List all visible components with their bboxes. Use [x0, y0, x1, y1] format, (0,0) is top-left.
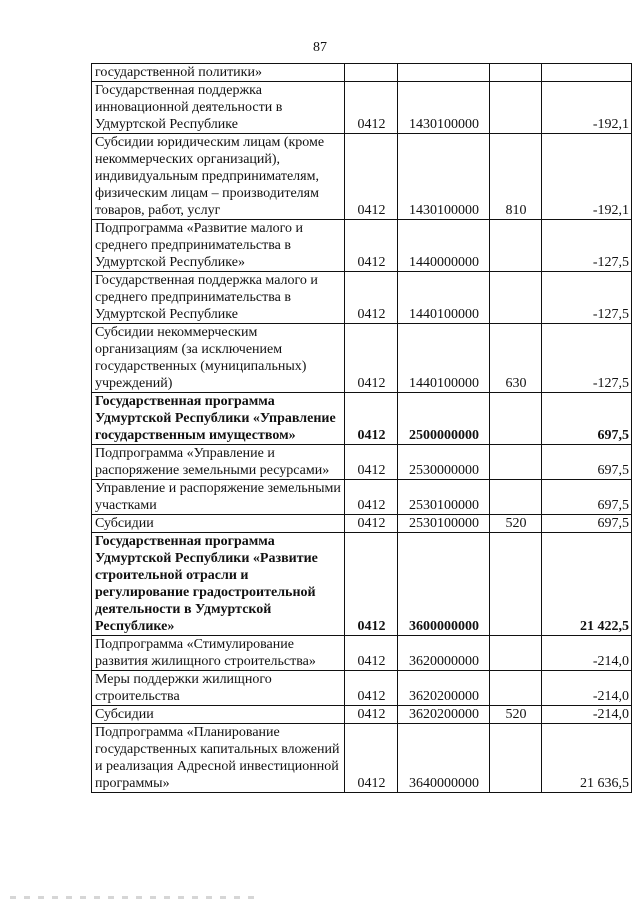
amount-cell: 697,5	[542, 515, 632, 533]
expense-type-cell	[490, 445, 542, 480]
table-row	[92, 324, 632, 393]
target-article-cell: 1440100000	[398, 272, 490, 324]
table-row	[92, 706, 632, 724]
section-code-cell	[345, 64, 398, 82]
section-code-cell: 0412	[345, 480, 398, 515]
expense-type-cell	[490, 724, 542, 793]
expense-type-cell	[490, 636, 542, 671]
table-row	[92, 393, 632, 445]
amount-cell: 21 422,5	[542, 533, 632, 636]
row-name-cell: Государственная поддержка малого и среднего предпринимательства в Удмуртской Республике	[92, 272, 345, 324]
table-row	[92, 272, 632, 324]
row-name-cell: Меры поддержки жилищного строительства	[92, 671, 345, 706]
expense-type-cell	[490, 480, 542, 515]
row-name-cell: государственной политики»	[92, 64, 345, 82]
table-row	[92, 724, 632, 793]
table-row	[92, 480, 632, 515]
scan-artifact	[10, 896, 260, 899]
table-row	[92, 134, 632, 220]
section-code-cell: 0412	[345, 393, 398, 445]
row-name-cell: Подпрограмма «Планирование государственных капитальных вложений и реализация Адресной инвестиционной программы»	[92, 724, 345, 793]
section-code-cell: 0412	[345, 636, 398, 671]
budget-table-body	[92, 64, 632, 793]
row-name-cell: Субсидии некоммерческим организациям (за исключением государственных (муниципальных) учреждений)	[92, 324, 345, 393]
target-article-cell: 1440000000	[398, 220, 490, 272]
amount-cell: 697,5	[542, 445, 632, 480]
amount-cell: -214,0	[542, 671, 632, 706]
amount-cell	[542, 64, 632, 82]
amount-cell: -192,1	[542, 134, 632, 220]
expense-type-cell: 520	[490, 515, 542, 533]
target-article-cell: 2530100000	[398, 480, 490, 515]
section-code-cell: 0412	[345, 533, 398, 636]
expense-type-cell	[490, 220, 542, 272]
row-name-cell: Субсидии юридическим лицам (кроме некоммерческих организаций), индивидуальным предпринимателям, физическим лицам – производителям товаров, работ, услуг	[92, 134, 345, 220]
expense-type-cell	[490, 533, 542, 636]
row-name-cell: Подпрограмма «Управление и распоряжение земельными ресурсами»	[92, 445, 345, 480]
section-code-cell: 0412	[345, 272, 398, 324]
amount-cell: 697,5	[542, 480, 632, 515]
expense-type-cell	[490, 82, 542, 134]
amount-cell: -192,1	[542, 82, 632, 134]
amount-cell: -127,5	[542, 220, 632, 272]
section-code-cell: 0412	[345, 671, 398, 706]
amount-cell: 697,5	[542, 393, 632, 445]
table-row	[92, 533, 632, 636]
section-code-cell: 0412	[345, 706, 398, 724]
target-article-cell: 1430100000	[398, 82, 490, 134]
amount-cell: -214,0	[542, 706, 632, 724]
section-code-cell: 0412	[345, 324, 398, 393]
amount-cell: 21 636,5	[542, 724, 632, 793]
target-article-cell: 3620200000	[398, 671, 490, 706]
row-name-cell: Подпрограмма «Развитие малого и среднего предпринимательства в Удмуртской Республике»	[92, 220, 345, 272]
expense-type-cell	[490, 671, 542, 706]
table-row	[92, 515, 632, 533]
row-name-cell: Субсидии	[92, 515, 345, 533]
budget-table	[91, 63, 632, 793]
expense-type-cell	[490, 272, 542, 324]
row-name-cell: Управление и распоряжение земельными участками	[92, 480, 345, 515]
section-code-cell: 0412	[345, 220, 398, 272]
expense-type-cell	[490, 393, 542, 445]
row-name-cell: Субсидии	[92, 706, 345, 724]
section-code-cell: 0412	[345, 82, 398, 134]
target-article-cell: 1440100000	[398, 324, 490, 393]
section-code-cell: 0412	[345, 445, 398, 480]
amount-cell: -127,5	[542, 272, 632, 324]
row-name-cell: Государственная программа Удмуртской Республики «Развитие строительной отрасли и регулирование градостроительной деятельности в Удмуртской Республике»	[92, 533, 345, 636]
section-code-cell: 0412	[345, 134, 398, 220]
row-name-cell: Государственная поддержка инновационной деятельности в Удмуртской Республике	[92, 82, 345, 134]
expense-type-cell: 810	[490, 134, 542, 220]
amount-cell: -127,5	[542, 324, 632, 393]
row-name-cell: Подпрограмма «Стимулирование развития жилищного строительства»	[92, 636, 345, 671]
target-article-cell: 2500000000	[398, 393, 490, 445]
target-article-cell: 3600000000	[398, 533, 490, 636]
target-article-cell: 2530100000	[398, 515, 490, 533]
table-row	[92, 82, 632, 134]
target-article-cell: 3620200000	[398, 706, 490, 724]
table-row	[92, 445, 632, 480]
expense-type-cell	[490, 64, 542, 82]
table-row	[92, 671, 632, 706]
section-code-cell: 0412	[345, 724, 398, 793]
expense-type-cell: 520	[490, 706, 542, 724]
table-row	[92, 64, 632, 82]
table-row	[92, 636, 632, 671]
expense-type-cell: 630	[490, 324, 542, 393]
target-article-cell: 1430100000	[398, 134, 490, 220]
target-article-cell: 2530000000	[398, 445, 490, 480]
amount-cell: -214,0	[542, 636, 632, 671]
target-article-cell	[398, 64, 490, 82]
target-article-cell: 3620000000	[398, 636, 490, 671]
target-article-cell: 3640000000	[398, 724, 490, 793]
row-name-cell: Государственная программа Удмуртской Республики «Управление государственным имуществом»	[92, 393, 345, 445]
section-code-cell: 0412	[345, 515, 398, 533]
page-number: 87	[313, 40, 327, 55]
table-row	[92, 220, 632, 272]
